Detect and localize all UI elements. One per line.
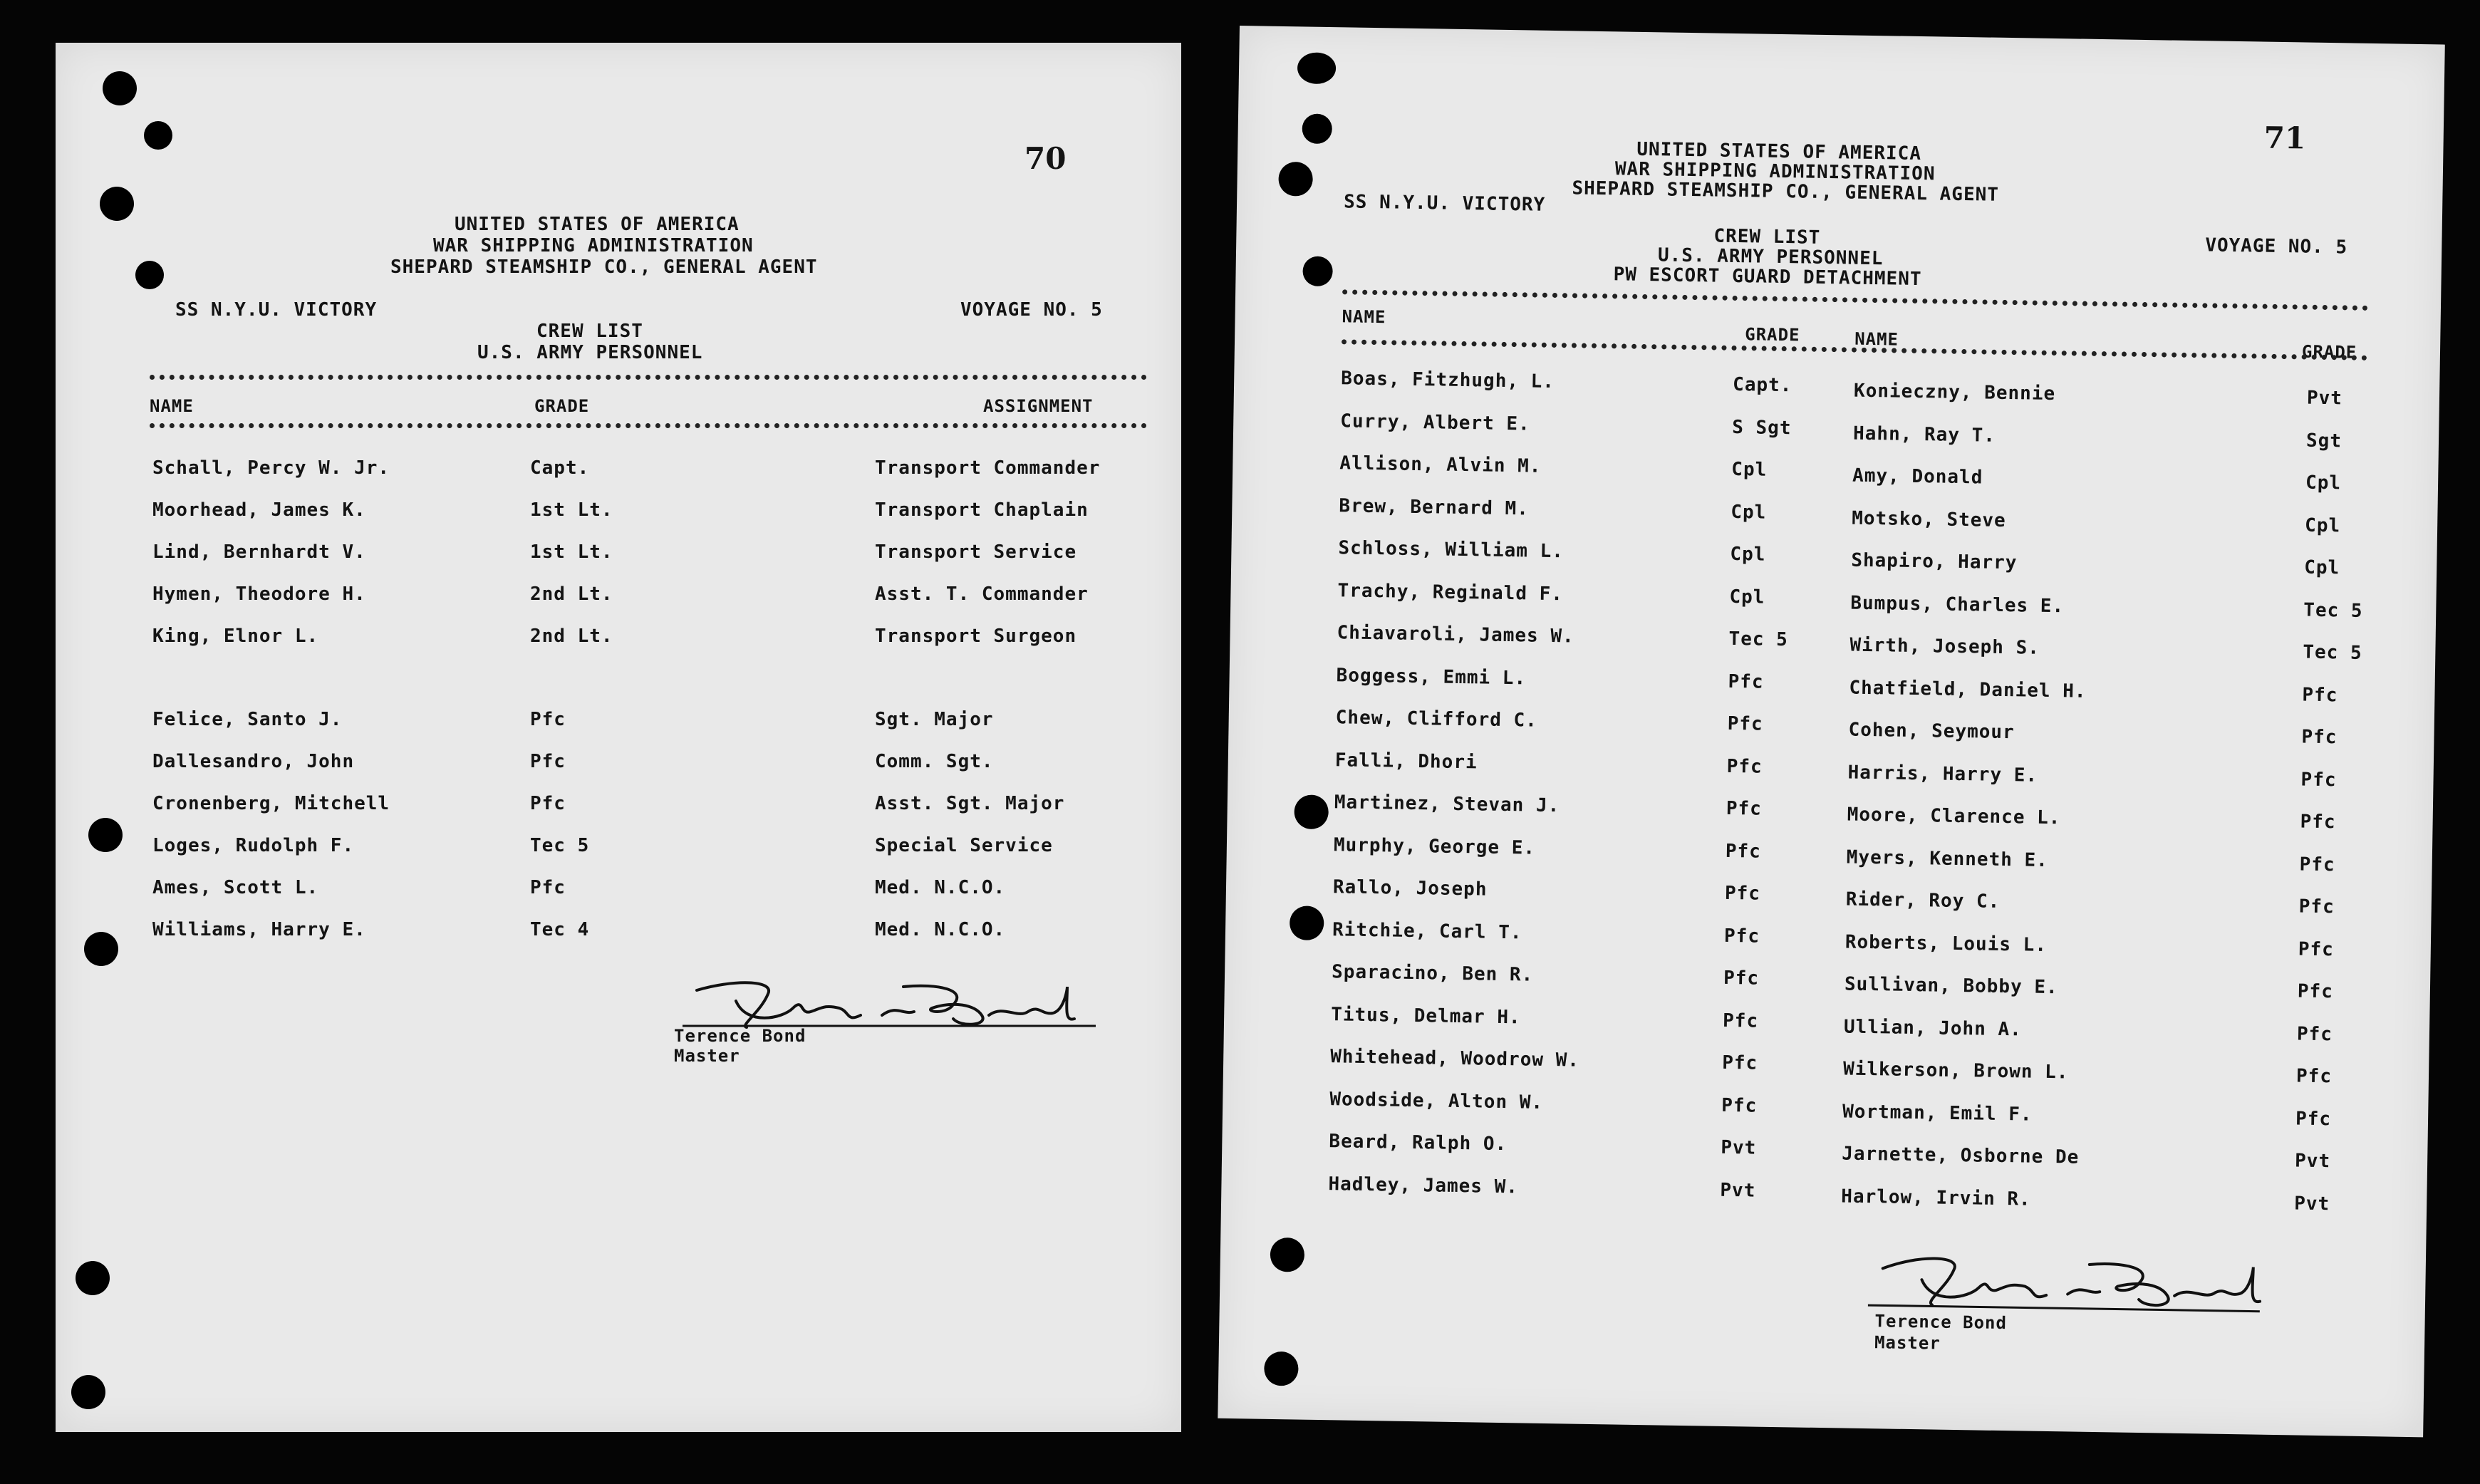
crew-cell-grade: 2nd Lt. — [530, 626, 613, 647]
crew-cell-name: Sparacino, Ben R. — [1331, 961, 1534, 986]
crew-cell-name-2: Bumpus, Charles E. — [1850, 592, 2065, 618]
column-header-name: NAME — [150, 396, 194, 416]
dotted-rule — [150, 375, 1147, 380]
header-line: WAR SHIPPING ADMINISTRATION — [1614, 158, 1936, 185]
crew-cell-grade-2: Pfc — [2298, 938, 2335, 961]
page-number: 70 — [1024, 141, 1067, 176]
crew-cell-grade: 1st Lt. — [530, 499, 613, 521]
punch-hole — [76, 1261, 110, 1295]
document-subtitle: PW ESCORT GUARD DETACHMENT — [1613, 264, 1922, 291]
crew-cell-grade: Pfc — [1726, 755, 1763, 778]
crew-cell-name: Moorhead, James K. — [152, 499, 366, 521]
crew-cell-name-2: Wilkerson, Brown L. — [1842, 1058, 2069, 1084]
crew-cell-assignment: Comm. Sgt. — [875, 751, 994, 772]
crew-cell-grade: Pfc — [1723, 967, 1760, 990]
crew-cell-grade: Cpl — [1731, 501, 1767, 524]
crew-cell-name: Allison, Alvin M. — [1339, 452, 1542, 477]
crew-cell-assignment: Asst. T. Commander — [875, 583, 1089, 605]
crew-cell-name: Ames, Scott L. — [152, 877, 319, 898]
crew-cell-grade: Pfc — [1724, 882, 1761, 905]
crew-cell-name-2: Chatfield, Daniel H. — [1849, 677, 2087, 702]
crew-list-page-71 — [1218, 26, 2444, 1437]
crew-cell-grade-2: Pfc — [2297, 980, 2334, 1003]
voyage-number: VOYAGE NO. 5 — [960, 299, 1103, 321]
crew-cell-grade: Pfc — [1721, 1052, 1758, 1074]
column-header-assignment: ASSIGNMENT — [983, 396, 1094, 416]
punch-hole — [1297, 52, 1337, 84]
crew-cell-name: Titus, Delmar H. — [1330, 1004, 1521, 1029]
column-header-name: NAME — [1342, 306, 1386, 328]
crew-cell-grade-2: Pfc — [2300, 811, 2336, 834]
header-line: UNITED STATES OF AMERICA — [1636, 138, 1922, 165]
crew-cell-name: Williams, Harry E. — [152, 919, 366, 940]
crew-cell-grade: Cpl — [1730, 543, 1766, 566]
dotted-rule — [1342, 289, 2368, 311]
column-header-name-2: NAME — [1854, 328, 1899, 350]
crew-cell-name: Beard, Ralph O. — [1329, 1131, 1508, 1156]
crew-cell-grade-2: Pfc — [2302, 684, 2338, 707]
crew-cell-assignment: Sgt. Major — [875, 709, 994, 730]
crew-cell-assignment: Transport Chaplain — [875, 499, 1089, 521]
crew-cell-grade: Pfc — [1727, 712, 1763, 735]
crew-cell-name: Whitehead, Woodrow W. — [1330, 1046, 1580, 1072]
crew-cell-assignment: Asst. Sgt. Major — [875, 793, 1065, 814]
crew-cell-name: Lind, Bernhardt V. — [152, 541, 366, 563]
crew-cell-grade-2: Pfc — [2300, 769, 2337, 792]
crew-cell-grade-2: Cpl — [2304, 514, 2341, 537]
crew-cell-grade-2: Pvt — [2293, 1193, 2330, 1215]
crew-cell-grade: Pfc — [1721, 1094, 1758, 1117]
crew-cell-name-2: Roberts, Louis L. — [1845, 931, 2048, 956]
crew-cell-grade-2: Pfc — [2301, 726, 2338, 749]
crew-cell-name-2: Jarnette, Osborne De — [1841, 1143, 2080, 1168]
crew-cell-name: Hymen, Theodore H. — [152, 583, 366, 605]
crew-list-page-70 — [56, 43, 1181, 1432]
crew-cell-name: Chew, Clifford C. — [1335, 707, 1538, 732]
crew-cell-grade-2: Pfc — [2296, 1023, 2333, 1046]
crew-cell-grade: Pfc — [530, 877, 566, 898]
crew-cell-grade: Pfc — [530, 793, 566, 814]
crew-cell-assignment: Special Service — [875, 835, 1053, 856]
crew-cell-name-2: Myers, Kenneth E. — [1846, 846, 2049, 871]
crew-cell-name-2: Hahn, Ray T. — [1852, 422, 1996, 447]
punch-hole — [100, 187, 134, 221]
punch-hole — [1270, 1237, 1305, 1272]
ship-name: SS N.Y.U. VICTORY — [175, 299, 378, 321]
crew-cell-name-2: Shapiro, Harry — [1851, 549, 2018, 574]
crew-cell-name-2: Cohen, Seymour — [1848, 719, 2015, 744]
crew-cell-name: Loges, Rudolph F. — [152, 835, 355, 856]
crew-cell-grade: Pvt — [1721, 1136, 1757, 1159]
punch-hole — [88, 818, 123, 852]
crew-cell-name: Dallesandro, John — [152, 751, 355, 772]
header-line: WAR SHIPPING ADMINISTRATION — [433, 235, 754, 256]
crew-cell-grade: Tec 4 — [530, 919, 590, 940]
crew-cell-name-2: Konieczny, Bennie — [1853, 380, 2056, 405]
crew-cell-name: Woodside, Alton W. — [1329, 1089, 1544, 1114]
crew-cell-name: Schloss, William L. — [1338, 537, 1565, 563]
crew-cell-assignment: Med. N.C.O. — [875, 877, 1006, 898]
punch-hole — [84, 932, 118, 966]
crew-cell-name-2: Wortman, Emil F. — [1842, 1101, 2033, 1126]
crew-cell-grade: Tec 5 — [1728, 628, 1789, 651]
punch-hole — [1290, 906, 1324, 940]
crew-cell-grade: Pfc — [1722, 1010, 1759, 1032]
document-title: CREW LIST — [1713, 225, 1821, 249]
punch-hole — [1278, 162, 1313, 197]
signatory-name: Terence Bond — [1874, 1311, 2008, 1334]
crew-cell-grade-2: Pvt — [2306, 387, 2343, 410]
crew-cell-name-2: Rider, Roy C. — [1845, 888, 2001, 913]
column-header-grade: GRADE — [534, 396, 590, 416]
punch-hole — [1264, 1351, 1299, 1386]
crew-cell-name: Trachy, Reginald F. — [1337, 580, 1564, 606]
crew-cell-name: Curry, Albert E. — [1340, 410, 1530, 435]
crew-cell-grade: S Sgt — [1731, 416, 1792, 440]
crew-cell-grade-2: Pfc — [2299, 853, 2335, 876]
crew-cell-grade: Pfc — [530, 751, 566, 772]
punch-hole — [71, 1375, 105, 1409]
ship-name: SS N.Y.U. VICTORY — [1343, 191, 1546, 216]
crew-cell-grade: Cpl — [1731, 458, 1768, 481]
crew-cell-grade-2: Pfc — [2295, 1065, 2333, 1088]
crew-cell-assignment: Transport Surgeon — [875, 626, 1077, 647]
crew-cell-grade: Capt. — [530, 457, 590, 479]
crew-cell-name: Rallo, Joseph — [1332, 876, 1488, 901]
crew-cell-grade-2: Pvt — [2294, 1150, 2331, 1173]
header-line: SHEPARD STEAMSHIP CO., GENERAL AGENT — [1572, 177, 2000, 206]
crew-cell-name: Boggess, Emmi L. — [1336, 665, 1527, 690]
crew-cell-name: King, Elnor L. — [152, 626, 319, 647]
crew-cell-grade: 2nd Lt. — [530, 583, 613, 605]
crew-cell-name: Cronenberg, Mitchell — [152, 793, 390, 814]
crew-cell-name-2: Moore, Clarence L. — [1847, 804, 2061, 829]
crew-cell-name-2: Amy, Donald — [1852, 465, 1983, 489]
crew-cell-grade: Pvt — [1720, 1179, 1756, 1202]
signatory-title: Master — [674, 1046, 740, 1066]
punch-hole — [135, 261, 164, 289]
crew-cell-name: Falli, Dhori — [1334, 749, 1478, 774]
crew-cell-name-2: Wirth, Joseph S. — [1849, 634, 2040, 659]
crew-cell-grade-2: Pfc — [2298, 896, 2335, 918]
crew-cell-name: Hadley, James W. — [1328, 1173, 1519, 1198]
punch-hole — [1302, 256, 1333, 286]
crew-cell-assignment: Transport Commander — [875, 457, 1101, 479]
page-number: 71 — [2263, 120, 2306, 156]
voyage-number: VOYAGE NO. 5 — [2205, 234, 2348, 259]
crew-cell-grade-2: Pfc — [2295, 1108, 2332, 1131]
crew-cell-grade: Tec 5 — [530, 835, 590, 856]
crew-cell-grade: Cpl — [1729, 586, 1765, 608]
document-title: CREW LIST — [536, 321, 643, 342]
crew-cell-grade: 1st Lt. — [530, 541, 613, 563]
crew-cell-name-2: Ullian, John A. — [1843, 1016, 2023, 1041]
crew-table — [1240, 26, 2445, 45]
crew-cell-grade: Pfc — [530, 709, 566, 730]
crew-cell-name-2: Sullivan, Bobby E. — [1844, 973, 2058, 999]
column-header-grade: GRADE — [1745, 324, 1800, 346]
crew-cell-name: Brew, Bernard M. — [1339, 495, 1530, 520]
crew-cell-name: Schall, Percy W. Jr. — [152, 457, 390, 479]
document-subtitle: U.S. ARMY PERSONNEL — [1657, 244, 1884, 270]
punch-hole — [1302, 113, 1332, 144]
crew-cell-name: Chiavaroli, James W. — [1337, 622, 1574, 648]
crew-cell-name-2: Harlow, Irvin R. — [1841, 1185, 2031, 1210]
signatory-title: Master — [1874, 1332, 1941, 1354]
header-line: UNITED STATES OF AMERICA — [455, 214, 740, 235]
crew-cell-grade-2: Sgt — [2305, 430, 2342, 452]
crew-cell-grade: Pfc — [1728, 670, 1764, 693]
punch-hole — [103, 71, 137, 105]
crew-cell-grade-2: Cpl — [2304, 556, 2340, 579]
crew-cell-grade-2: Cpl — [2305, 472, 2342, 494]
crew-cell-name: Boas, Fitzhugh, L. — [1341, 368, 1555, 393]
header-line: SHEPARD STEAMSHIP CO., GENERAL AGENT — [390, 256, 818, 278]
column-header-grade-2: GRADE — [2301, 341, 2357, 363]
crew-cell-name-2: Harris, Harry E. — [1847, 762, 2038, 787]
crew-cell-grade: Pfc — [1726, 797, 1763, 820]
crew-cell-grade-2: Tec 5 — [2303, 599, 2363, 622]
crew-cell-name: Murphy, George E. — [1333, 834, 1536, 859]
crew-cell-grade: Pfc — [1725, 840, 1762, 863]
crew-cell-name: Ritchie, Carl T. — [1332, 919, 1522, 944]
signatory-name: Terence Bond — [674, 1026, 806, 1046]
punch-hole — [144, 121, 172, 150]
crew-cell-name: Martinez, Stevan J. — [1334, 792, 1560, 817]
crew-cell-name: Felice, Santo J. — [152, 709, 343, 730]
document-subtitle: U.S. ARMY PERSONNEL — [477, 342, 703, 363]
crew-cell-grade: Capt. — [1732, 373, 1792, 397]
punch-hole — [1294, 794, 1329, 829]
crew-cell-grade: Pfc — [1723, 925, 1760, 948]
crew-cell-assignment: Transport Service — [875, 541, 1077, 563]
crew-cell-grade-2: Tec 5 — [2303, 641, 2362, 664]
dotted-rule — [150, 423, 1147, 428]
crew-cell-assignment: Med. N.C.O. — [875, 919, 1006, 940]
crew-cell-name-2: Motsko, Steve — [1852, 507, 2006, 531]
